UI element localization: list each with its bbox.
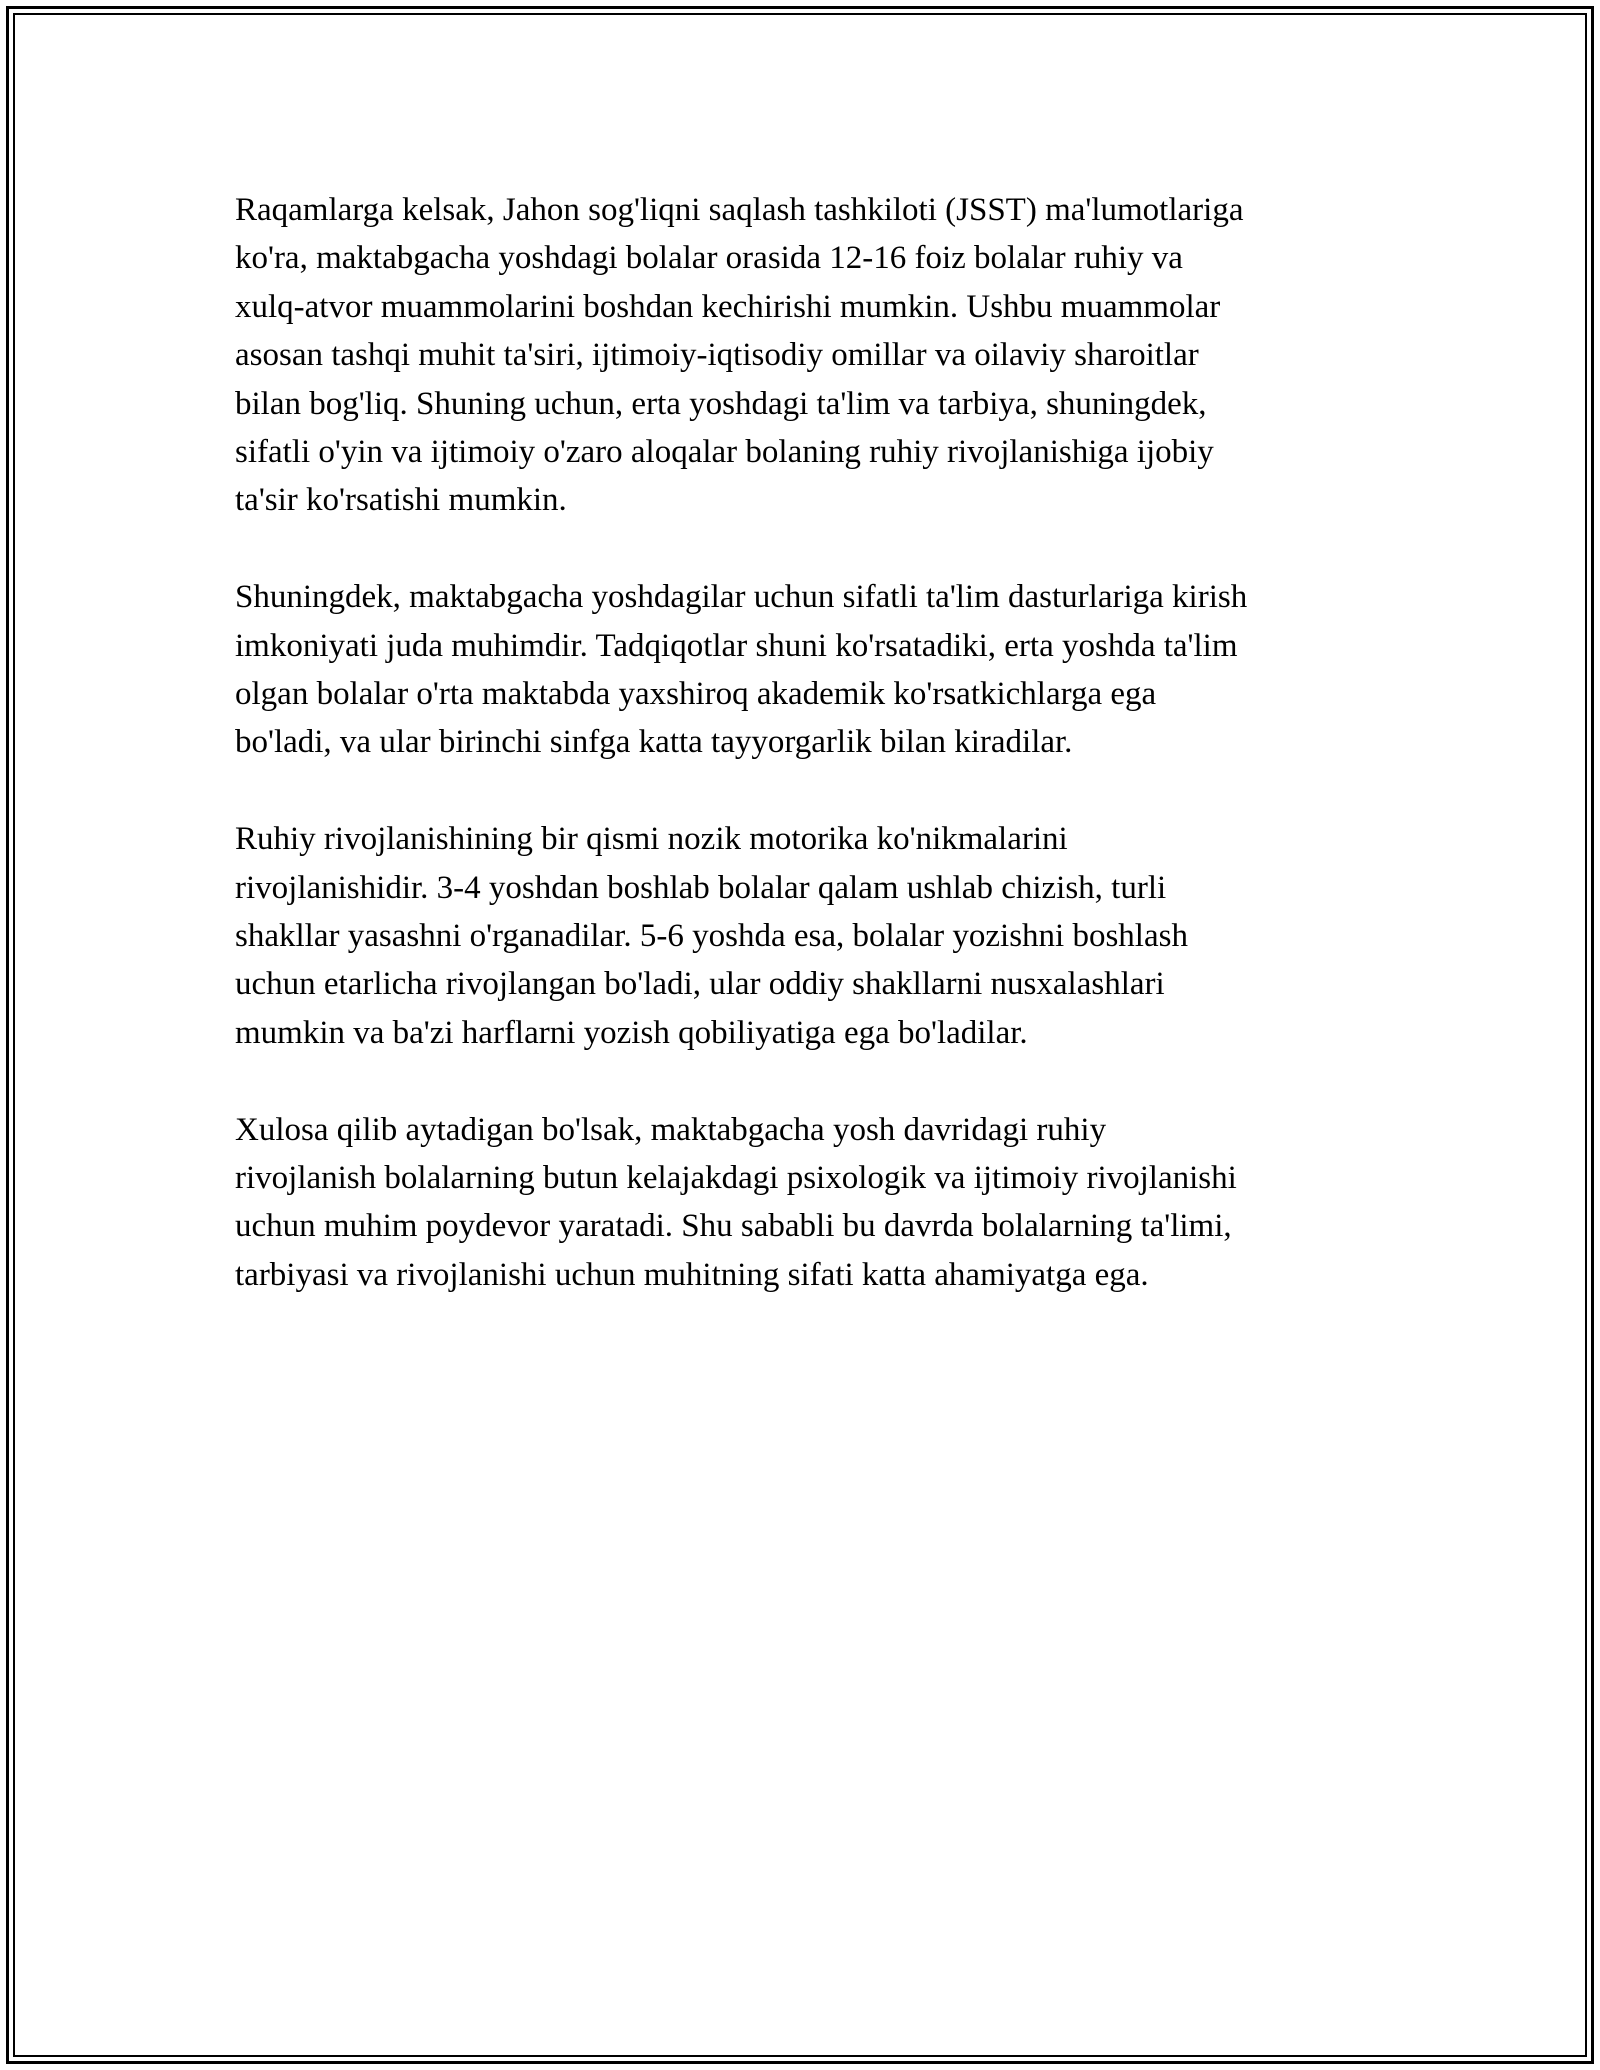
text-line: sifatli o'yin va ijtimoiy o'zaro aloqalar bolaning ruhiy rivojlanishiga ijobiy bbox=[235, 434, 1214, 471]
text-line: xulq-atvor muammolarini boshdan kechirishi mumkin. Ushbu muammolar bbox=[235, 288, 1221, 325]
text-line: bilan bog'liq. Shuning uchun, erta yoshdagi ta'lim va tarbiya, shuningdek, bbox=[235, 385, 1207, 422]
text-line: Shuningdek, maktabgacha yoshdagilar uchun sifatli ta'lim dasturlariga kirish bbox=[235, 579, 1248, 616]
text-line: uchun muhim poydevor yaratadi. Shu sababli bu davrda bolalarning ta'limi, bbox=[235, 1208, 1232, 1245]
document-body bbox=[235, 186, 1385, 1348]
text-line: ko'ra, maktabgacha yoshdagi bolalar orasida 12-16 foiz bolalar ruhiy va bbox=[235, 240, 1183, 277]
text-line: uchun etarlicha rivojlangan bo'ladi, ular oddiy shakllarni nusxalashlari bbox=[235, 966, 1165, 1003]
text-line: bo'ladi, va ular birinchi sinfga katta tayyorgarlik bilan kiradilar. bbox=[235, 724, 1073, 761]
text-line: rivojlanishidir. 3-4 yoshdan boshlab bolalar qalam ushlab chizish, turli bbox=[235, 869, 1167, 906]
text-line: Xulosa qilib aytadigan bo'lsak, maktabgacha yosh davridagi ruhiy bbox=[235, 1111, 1107, 1148]
paragraph-1 bbox=[235, 186, 1385, 525]
text-line: asosan tashqi muhit ta'siri, ijtimoiy-iqtisodiy omillar va oilaviy sharoitlar bbox=[235, 337, 1199, 374]
text-line: shakllar yasashni o'rganadilar. 5-6 yoshda esa, bolalar yozishni boshlash bbox=[235, 918, 1188, 955]
paragraph-4 bbox=[235, 1106, 1385, 1300]
paragraph-2 bbox=[235, 573, 1385, 767]
text-line: Raqamlarga kelsak, Jahon sog'liqni saqlash tashkiloti (JSST) ma'lumotlariga bbox=[235, 192, 1244, 228]
text-line: tarbiyasi va rivojlanishi uchun muhitning sifati katta ahamiyatga ega. bbox=[235, 1256, 1149, 1293]
text-line: Ruhiy rivojlanishining bir qismi nozik motorika ko'nikmalarini bbox=[235, 821, 1068, 858]
text-line: ta'sir ko'rsatishi mumkin. bbox=[235, 482, 567, 519]
text-line: imkoniyati juda muhimdir. Tadqiqotlar shuni ko'rsatadiki, erta yoshda ta'lim bbox=[235, 627, 1238, 664]
text-line: rivojlanish bolalarning butun kelajakdagi psixologik va ijtimoiy rivojlanishi bbox=[235, 1160, 1237, 1197]
text-line: olgan bolalar o'rta maktabda yaxshiroq akademik ko'rsatkichlarga ega bbox=[235, 676, 1157, 713]
paragraph-3 bbox=[235, 815, 1385, 1057]
text-line: mumkin va ba'zi harflarni yozish qobiliyatiga ega bo'ladilar. bbox=[235, 1014, 1028, 1051]
